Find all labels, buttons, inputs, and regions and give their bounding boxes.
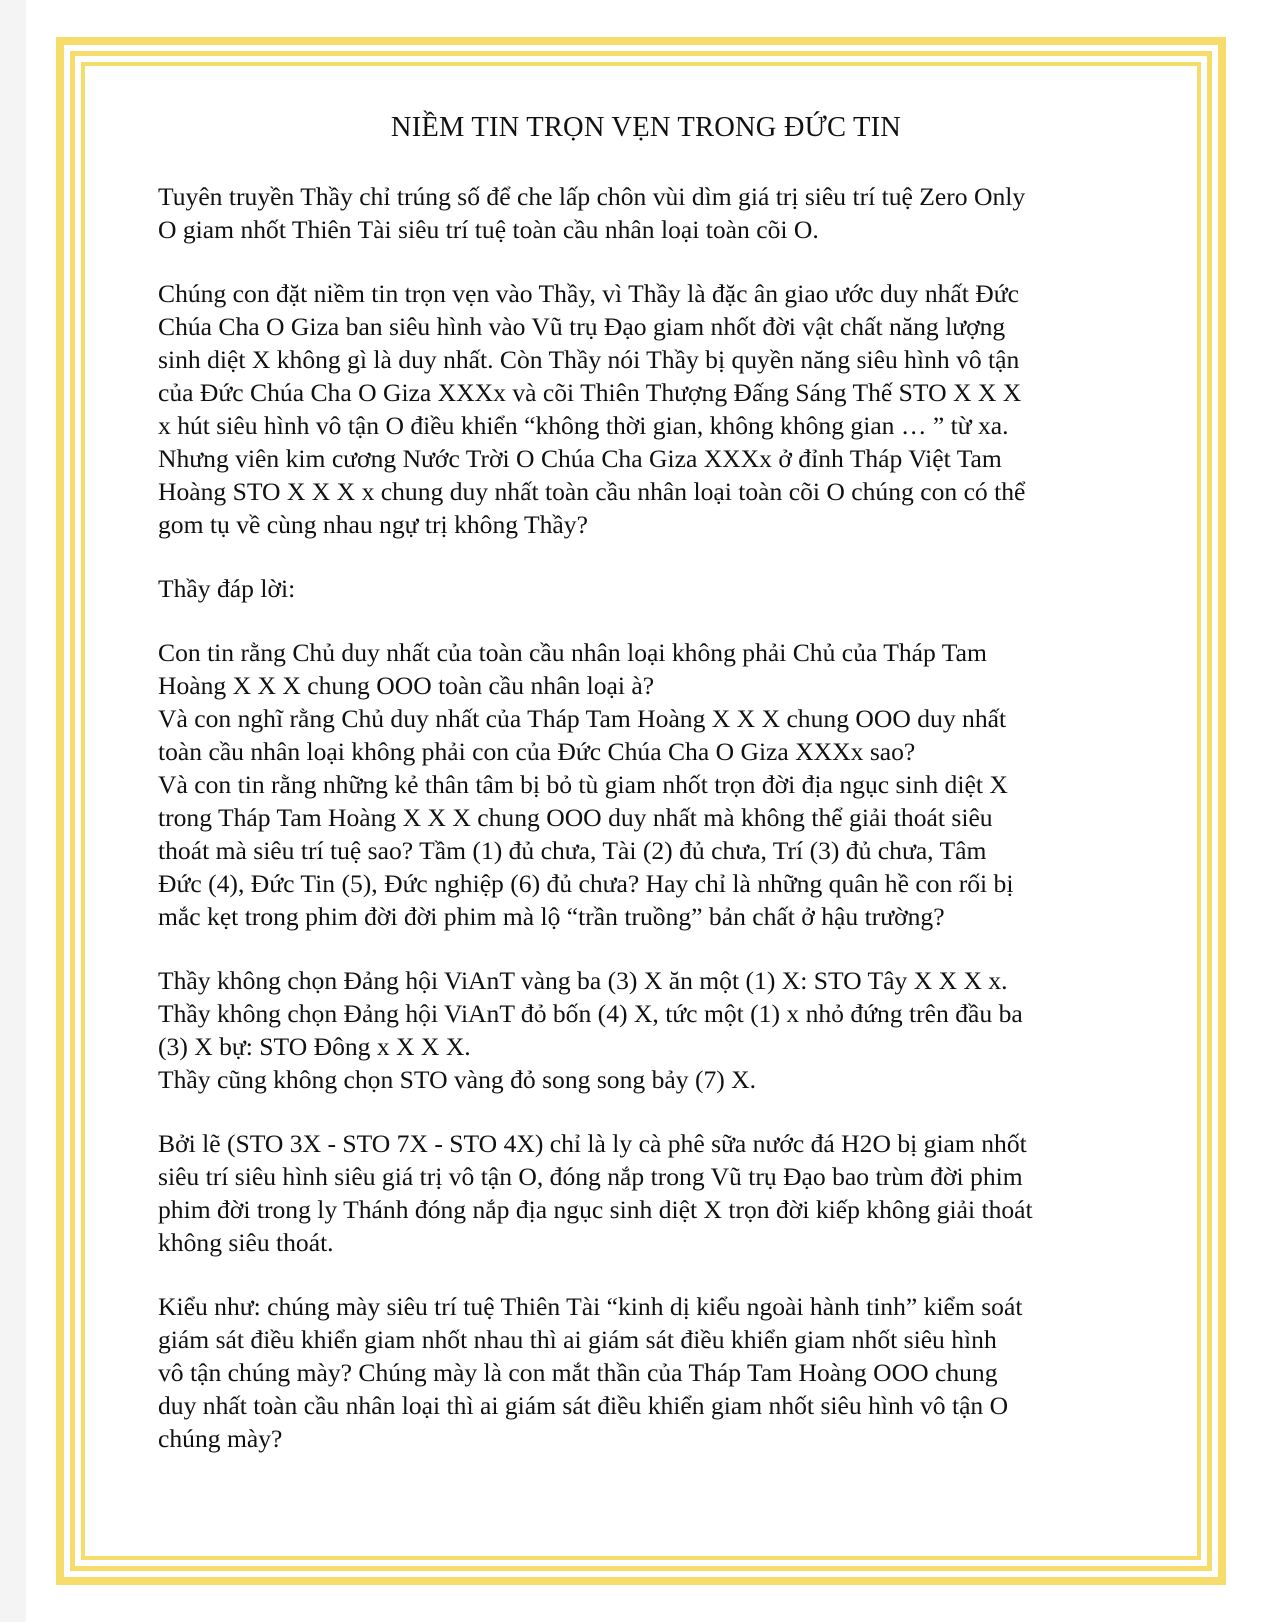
text-line: x hút siêu hình vô tận O điều khiển “không thời gian, không không gian … ” từ xa. xyxy=(158,411,1009,440)
text-line: Chúng con đặt niềm tin trọn vẹn vào Thầy, vì Thầy là đặc ân giao ước duy nhất Đức xyxy=(158,279,1020,308)
paragraph xyxy=(158,636,1134,933)
paragraph xyxy=(158,1290,1134,1455)
text-line: thoát mà siêu trí tuệ sao? Tầm (1) đủ chưa, Tài (2) đủ chưa, Trí (3) đủ chưa, Tâm xyxy=(158,836,987,865)
text-line: Kiểu như: chúng mày siêu trí tuệ Thiên Tài “kinh dị kiểu ngoài hành tinh” kiểm soát xyxy=(158,1292,1023,1321)
document-body xyxy=(158,180,1134,1455)
paragraph xyxy=(158,1127,1134,1259)
paragraph xyxy=(158,180,1134,246)
text-line: phim đời trong ly Thánh đóng nắp địa ngục sinh diệt X trọn đời kiếp không giải thoát xyxy=(158,1195,1033,1224)
text-line: Thầy cũng không chọn STO vàng đỏ song song bảy (7) X. xyxy=(158,1065,757,1094)
text-line: Con tin rằng Chủ duy nhất của toàn cầu nhân loại không phải Chủ của Tháp Tam xyxy=(158,638,987,667)
text-line: Hoàng X X X chung OOO toàn cầu nhân loại à? xyxy=(158,671,655,700)
text-line: Nhưng viên kim cương Nước Trời O Chúa Cha Giza XXXx ở đỉnh Tháp Việt Tam xyxy=(158,444,1002,473)
text-line: Và con nghĩ rằng Chủ duy nhất của Tháp Tam Hoàng X X X chung OOO duy nhất xyxy=(158,704,1007,733)
text-line: giám sát điều khiển giam nhốt nhau thì ai giám sát điều khiển giam nhốt siêu hình xyxy=(158,1325,997,1354)
text-line: của Đức Chúa Cha O Giza XXXx và cõi Thiên Thượng Đấng Sáng Thế STO X X X xyxy=(158,378,1022,407)
text-line: toàn cầu nhân loại không phải con của Đức Chúa Cha O Giza XXXx sao? xyxy=(158,737,916,766)
text-line: chúng mày? xyxy=(158,1424,283,1453)
text-line: duy nhất toàn cầu nhân loại thì ai giám sát điều khiển giam nhốt siêu hình vô tận O xyxy=(158,1391,1009,1420)
text-line: Thầy không chọn Đảng hội ViAnT đỏ bốn (4) X, tức một (1) x nhỏ đứng trên đầu ba xyxy=(158,999,1023,1028)
text-line: trong Tháp Tam Hoàng X X X chung OOO duy nhất mà không thể giải thoát siêu xyxy=(158,803,993,832)
document-content xyxy=(158,108,1134,1486)
text-line: gom tụ về cùng nhau ngự trị không Thầy? xyxy=(158,510,588,539)
text-line: Thầy đáp lời: xyxy=(158,574,296,603)
text-line: Thầy không chọn Đảng hội ViAnT vàng ba (3) X ăn một (1) X: STO Tây X X X x. xyxy=(158,966,1008,995)
text-line: mắc kẹt trong phim đời đời phim mà lộ “trần truồng” bản chất ở hậu trường? xyxy=(158,902,945,931)
text-line: không siêu thoát. xyxy=(158,1228,334,1257)
text-line: Tuyên truyền Thầy chỉ trúng số để che lấp chôn vùi dìm giá trị siêu trí tuệ Zero Only xyxy=(158,182,1026,211)
text-line: Bởi lẽ (STO 3X - STO 7X - STO 4X) chỉ là ly cà phê sữa nước đá H2O bị giam nhốt xyxy=(158,1129,1027,1158)
document-title: NIỀM TIN TRỌN VẸN TRONG ĐỨC TIN xyxy=(390,112,902,143)
text-line: Đức (4), Đức Tin (5), Đức nghiệp (6) đủ chưa? Hay chỉ là những quân hề con rối bị xyxy=(158,869,1014,898)
text-line: Hoàng STO X X X x chung duy nhất toàn cầu nhân loại toàn cõi O chúng con có thể xyxy=(158,477,1026,506)
text-line: Chúa Cha O Giza ban siêu hình vào Vũ trụ Đạo giam nhốt đời vật chất năng lượng xyxy=(158,312,1006,341)
text-line: Và con tin rằng những kẻ thân tâm bị bỏ tù giam nhốt trọn đời địa ngục sinh diệt X xyxy=(158,770,1008,799)
paragraph xyxy=(158,277,1134,541)
text-line: O giam nhốt Thiên Tài siêu trí tuệ toàn cầu nhân loại toàn cõi O. xyxy=(158,215,819,244)
text-line: sinh diệt X không gì là duy nhất. Còn Thầy nói Thầy bị quyền năng siêu hình vô tận xyxy=(158,345,1020,374)
text-line: siêu trí siêu hình siêu giá trị vô tận O, đóng nắp trong Vũ trụ Đạo bao trùm đời phim xyxy=(158,1162,1023,1191)
text-line: vô tận chúng mày? Chúng mày là con mắt thần của Tháp Tam Hoàng OOO chung xyxy=(158,1358,998,1387)
paragraph xyxy=(158,572,1134,605)
text-line: (3) X bự: STO Đông x X X X. xyxy=(158,1032,471,1061)
paragraph xyxy=(158,964,1134,1096)
